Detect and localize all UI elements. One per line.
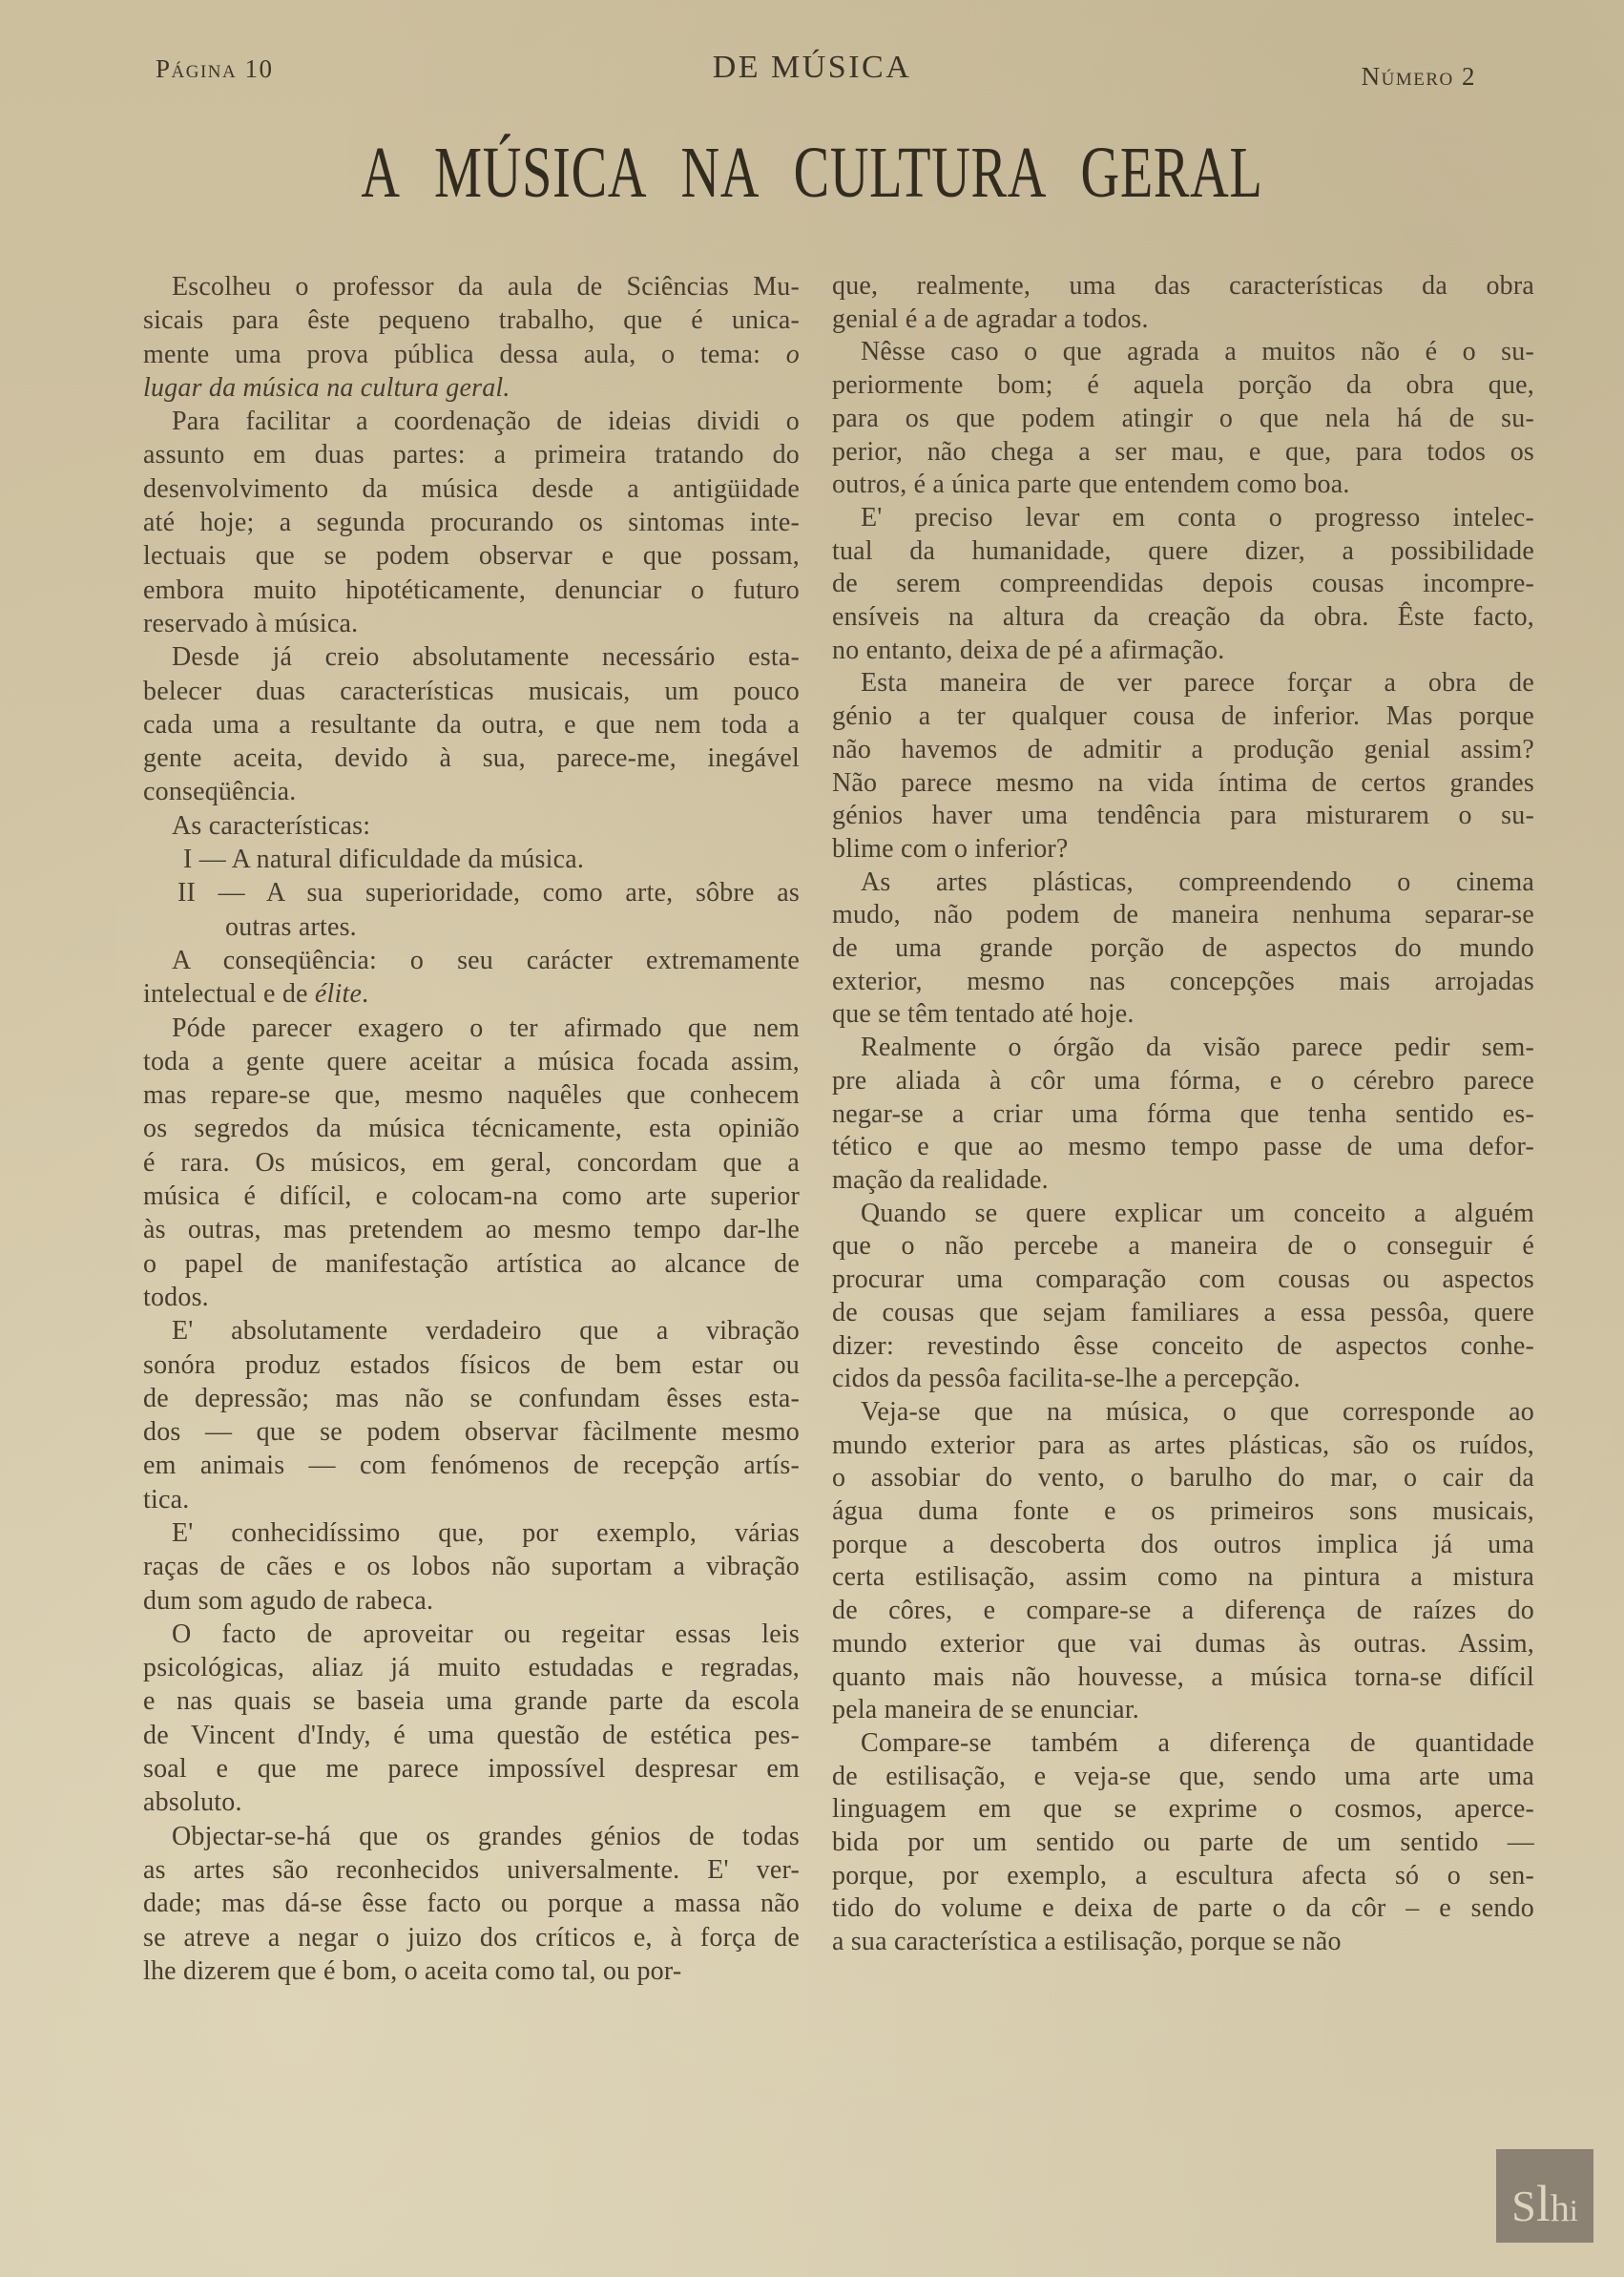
text-line: às outras, mas pretendem ao mesmo tempo dar-lhe — [143, 1215, 800, 1245]
text-line: lugar da música na cultura geral. — [143, 372, 510, 403]
text-line: em animais — com fenómenos de recepção artís- — [143, 1451, 800, 1481]
text-line: porque a descoberta dos outros implica já uma — [832, 1529, 1534, 1559]
text-line: toda a gente quere aceitar a música focada assim, — [143, 1046, 800, 1076]
paragraph — [832, 270, 1534, 336]
text-line: E' preciso levar em conta o progresso intelec- — [861, 502, 1534, 533]
text-line: o assobiar do vento, o barulho do mar, o cair da — [832, 1463, 1534, 1494]
text-line: que o não percebe a maneira de o conseguir é — [832, 1231, 1534, 1262]
text-line: de estilisação, e veja-se que, sendo uma arte uma — [832, 1761, 1534, 1791]
text-line: cidos da pessôa facilita-se-lhe a percepção. — [832, 1364, 1301, 1394]
paragraph — [143, 843, 800, 876]
text-line: Para facilitar a coordenação de ideias dividi o — [172, 407, 800, 437]
text-line: reservado à música. — [143, 608, 359, 638]
watermark-letter: l — [1535, 2175, 1551, 2232]
paragraph — [143, 809, 800, 843]
text-line: outros, é a única parte que entendem como boa. — [832, 470, 1350, 500]
text-line: mundo exterior para as artes plásticas, são os ruídos, — [832, 1430, 1534, 1460]
text-line: lhe dizerem que é bom, o aceita como tal, ou por- — [143, 1955, 682, 1986]
text-line: água duma fonte e os primeiros sons musicais, — [832, 1496, 1534, 1527]
text-line: dos — que se podem observar fàcilmente mesmo — [143, 1417, 800, 1448]
text-line: e nas quais se baseia uma grande parte da escola — [143, 1686, 800, 1717]
text-line: desenvolvimento da música desde a antigüidade — [143, 473, 800, 504]
text-line: Póde parecer exagero o ter afirmado que nem — [172, 1013, 800, 1043]
text-line: música é difícil, e colocam-na como arte superior — [143, 1181, 800, 1212]
text-line: mudo, não podem de maneira nenhuma separar-se — [832, 900, 1534, 930]
text-line: Compare-se também a diferença de quantidade — [861, 1727, 1534, 1758]
paragraph — [832, 867, 1534, 1033]
text-line: tica. — [143, 1484, 190, 1515]
paragraph — [832, 1032, 1534, 1198]
text-line: mação da realidade. — [832, 1164, 1049, 1195]
text-line: gente aceita, devido à sua, parece-me, inegável — [143, 743, 800, 774]
text-line: Não parece mesmo na vida íntima de certos grandes — [832, 767, 1534, 798]
text-line: de côres, e compare-se a diferença de raízes do — [832, 1596, 1534, 1626]
text-line: quanto mais não houvesse, a música torna-se difícil — [832, 1661, 1534, 1692]
paragraph — [143, 1820, 800, 1988]
paragraph — [143, 1012, 800, 1315]
text-line: genial é a de agradar a todos. — [832, 303, 1149, 334]
text-line: de cousas que sejam familiares a essa pessôa, quere — [832, 1297, 1534, 1327]
text-line: de Vincent d'Indy, é uma questão de estética pes- — [143, 1720, 800, 1750]
paragraph — [832, 502, 1534, 668]
text-line: raças de cães e os lobos não suportam a vibração — [143, 1552, 800, 1582]
text-line: o papel de manifestação artística ao alcance de — [143, 1248, 800, 1279]
text-line: As artes plásticas, compreendendo o cinema — [861, 867, 1534, 897]
paragraph — [832, 1198, 1534, 1396]
text-line: procurar uma comparação com cousas ou aspectos — [832, 1264, 1534, 1295]
paragraph — [143, 944, 800, 1012]
text-line: porque, por exemplo, a escultura afecta só o sen- — [832, 1860, 1534, 1891]
issue-number-label: Número 2 — [1361, 62, 1476, 91]
paragraph — [832, 667, 1534, 866]
text-line: dizer: revestindo êsse conceito de aspectos conhe- — [832, 1330, 1534, 1361]
text-line: linguagem em que se exprime o cosmos, aperce- — [832, 1794, 1534, 1825]
text-line: soal e que me parece impossível despresar em — [143, 1754, 800, 1785]
watermark-letter: S — [1511, 2182, 1536, 2230]
text-line: Esta maneira de ver parece forçar a obra de — [861, 668, 1534, 699]
text-line: a sua característica a estilisação, porque se não — [832, 1927, 1342, 1957]
text-line: Desde já creio absolutamente necessário esta- — [172, 642, 800, 673]
text-line: Objectar-se-há que os grandes génios de todas — [172, 1821, 800, 1851]
page-number-label: Página 10 — [156, 54, 274, 83]
text-line: de depressão; mas não se confundam êsses esta- — [143, 1383, 800, 1413]
text-line: tual da humanidade, quere dizer, a possibilidade — [832, 535, 1534, 566]
text-line: mundo exterior que vai dumas às outras. Assim, — [832, 1628, 1534, 1659]
text-line: conseqüência. — [143, 777, 297, 807]
right-column — [832, 270, 1534, 1959]
text-line: sicais para êste pequeno trabalho, que é unica- — [143, 305, 800, 336]
text-line: todos. — [143, 1282, 209, 1312]
article-title: A MÚSICA NA CULTURA GERAL — [361, 133, 1263, 213]
paragraph — [832, 1396, 1534, 1727]
text-line: embora muito hipotéticamente, denunciar o futuro — [143, 574, 800, 605]
text-line: periormente bom; é aquela porção da obra que, — [832, 370, 1534, 401]
text-line: as artes são reconhecidos universalmente. E' ver- — [143, 1854, 800, 1885]
text-line: para os que podem atingir o que nela há de su- — [832, 403, 1534, 433]
text-line: A conseqüência: o seu carácter extremamente — [172, 945, 800, 975]
paragraph — [143, 1314, 800, 1516]
text-line: outras artes. — [225, 911, 357, 942]
paragraph — [143, 876, 800, 944]
text-line: ensíveis na altura da creação da obra. Êste facto, — [832, 602, 1534, 633]
text-line: mas repare-se que, mesmo naquêles que conhecem — [143, 1080, 800, 1111]
text-line: Escolheu o professor da aula de Sciências Mu- — [172, 272, 800, 302]
text-line: O facto de aproveitar ou regeitar essas leis — [172, 1619, 800, 1649]
text-line: tético e que ao mesmo tempo passe de uma defor- — [832, 1132, 1534, 1162]
left-column — [143, 270, 800, 1988]
text-line: génio a ter qualquer cousa de inferior. Mas porque — [832, 701, 1534, 732]
text-line: Quando se quere explicar um conceito a alguém — [861, 1198, 1534, 1228]
magazine-name: DE MÚSICA — [712, 50, 912, 85]
text-line: de uma grande porção de aspectos do mundo — [832, 933, 1534, 964]
paragraph — [143, 1516, 800, 1618]
text-line: Realmente o órgão da visão parece pedir sem- — [861, 1033, 1534, 1063]
text-line: exterior, mesmo nas concepções mais arrojadas — [832, 966, 1534, 996]
text-line: psicológicas, aliaz já muito estudadas e regradas, — [143, 1653, 800, 1683]
text-line: dum som agudo de rabeca. — [143, 1585, 434, 1616]
text-line: tido do volume e deixa de parte o da côr – e sendo — [832, 1893, 1534, 1924]
text-line: intelectual e de élite. — [143, 979, 369, 1010]
text-line: no entanto, deixa de pé a afirmação. — [832, 635, 1225, 665]
text-line: pela maneira de se enunciar. — [832, 1695, 1139, 1725]
paragraph — [143, 1618, 800, 1820]
text-line: assunto em duas partes: a primeira tratando do — [143, 440, 800, 470]
text-line: lectuais que se podem observar e que possam, — [143, 541, 800, 572]
text-line: se atreve a negar o juizo dos críticos e, à força de — [143, 1922, 800, 1953]
text-line: Nêsse caso o que agrada a muitos não é o su- — [861, 337, 1534, 367]
text-line: dade; mas dá-se êsse facto ou porque a massa não — [143, 1889, 800, 1919]
paragraph — [832, 336, 1534, 502]
text-line: perior, não chega a ser mau, e que, para todos os — [832, 436, 1534, 467]
text-line: I — A natural dificuldade da música. — [183, 845, 585, 875]
text-line: os segredos da música técnicamente, esta opinião — [143, 1114, 800, 1144]
text-line: bida por um sentido ou parte de um sentido — — [832, 1828, 1534, 1858]
text-line: II — A sua superioridade, como arte, sôbre as — [177, 878, 800, 909]
text-line: que se têm tentado até hoje. — [832, 999, 1135, 1030]
text-line: Veja-se que na música, o que corresponde ao — [861, 1396, 1534, 1427]
text-line: mente uma prova pública dessa aula, o tema: o — [143, 339, 800, 369]
text-line: sonóra produz estados físicos de bem estar ou — [143, 1349, 800, 1380]
text-line: não havemos de admitir a produção genial assim? — [832, 734, 1534, 764]
text-line: de serem compreendidas depois cousas incompre- — [832, 569, 1534, 599]
text-line: é rara. Os músicos, em geral, concordam que a — [143, 1147, 800, 1178]
paragraph — [832, 1727, 1534, 1959]
paragraph — [143, 270, 800, 405]
text-line: blime com o inferior? — [832, 833, 1069, 864]
text-line: certa estilisação, assim como na pintura a mistura — [832, 1562, 1534, 1593]
slhi-watermark-stamp — [1496, 2149, 1593, 2243]
text-line: pre aliada à côr uma fórma, e o cérebro parece — [832, 1065, 1534, 1096]
text-line: génios haver uma tendência para misturarem o su- — [832, 801, 1534, 831]
text-line: até hoje; a segunda procurando os sintomas inte- — [143, 508, 800, 538]
text-line: que, realmente, uma das características da obra — [832, 271, 1534, 301]
watermark-letter: h — [1550, 2186, 1570, 2229]
text-line: negar-se a criar uma fórma que tenha sentido es- — [832, 1098, 1534, 1129]
watermark-letter: i — [1569, 2193, 1578, 2227]
paragraph — [143, 405, 800, 640]
text-line: As características: — [172, 810, 371, 841]
text-line: belecer duas características musicais, um pouco — [143, 676, 800, 706]
text-line: absoluto. — [143, 1787, 242, 1818]
paragraph — [143, 640, 800, 808]
text-line: cada uma a resultante da outra, e que nem toda a — [143, 709, 800, 740]
text-line: E' conhecidíssimo que, por exemplo, várias — [172, 1517, 800, 1548]
text-line: E' absolutamente verdadeiro que a vibração — [172, 1316, 800, 1347]
